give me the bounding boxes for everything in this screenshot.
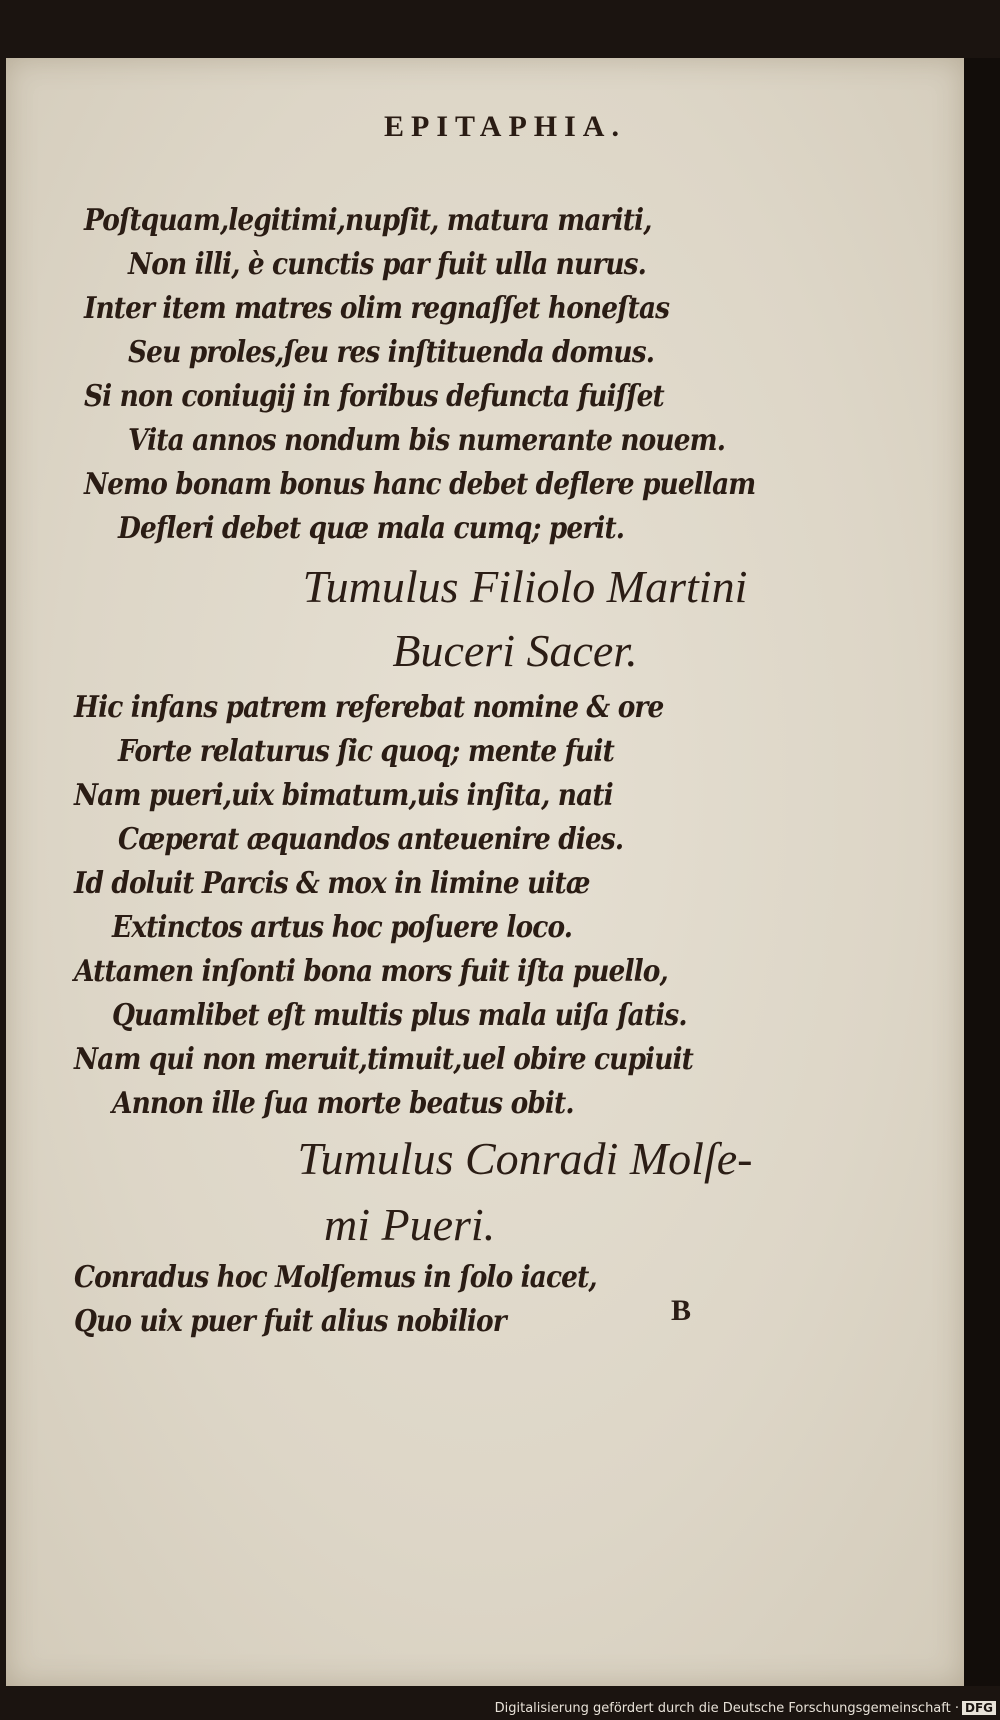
verse-line: Poſtquam,legitimi,nupſit, matura mariti, [84, 203, 652, 238]
book-page [6, 58, 964, 1686]
signature-mark: B [671, 1294, 692, 1327]
verse-line: Cœperat æquandos anteuenire dies. [118, 822, 624, 857]
verse-line: Extinctos artus hoc poſuere loco. [112, 910, 573, 945]
section-heading: Buceri Sacer. [392, 625, 638, 676]
verse-line: Non illi, è cunctis par fuit ulla nurus. [128, 247, 646, 282]
verse-line: Si non coniugij in foribus defuncta fuiſſet [84, 379, 664, 414]
verse-line: Nemo bonam bonus hanc debet deflere puellam [84, 467, 756, 502]
verse-line: Defleri debet quæ mala cumq; perit. [118, 511, 625, 546]
verse-line: Conradus hoc Molſemus in ſolo iacet, [74, 1260, 597, 1295]
verse-line: Forte relaturus ſic quoq; mente fuit [118, 734, 614, 769]
verse-line: Nam qui non meruit,timuit,uel obire cupiuit [74, 1042, 693, 1077]
running-head: EPITAPHIA. [384, 110, 626, 143]
verse-line: Attamen inſonti bona mors fuit iſta puello, [74, 954, 668, 989]
verse-line: Vita annos nondum bis numerante nouem. [128, 423, 726, 458]
section-heading: Tumulus Filiolo Martini [302, 561, 748, 612]
page-text [6, 58, 964, 1686]
verse-line: Nam pueri,uix bimatum,uis inſita, nati [74, 778, 613, 813]
section-heading: mi Pueri. [324, 1199, 496, 1250]
verse-line: Quamlibet eſt multis plus mala uiſa ſatis. [112, 998, 687, 1033]
dfg-logo: DFG [962, 1701, 996, 1715]
credit-text: Digitalisierung gefördert durch die Deutsche Forschungsgemeinschaft · [494, 1701, 959, 1716]
verse-line: Seu proles,ſeu res inſtituenda domus. [128, 335, 655, 370]
verse-line: Quo uix puer fuit alius nobilior [74, 1304, 506, 1339]
digitization-credit [495, 1701, 996, 1716]
verse-line: Id doluit Parcis & mox in limine uitæ [74, 866, 590, 901]
verse-line: Inter item matres olim regnaſſet honeſtas [84, 291, 670, 326]
section-heading: Tumulus Conradi Molſe- [297, 1133, 753, 1184]
verse-line: Annon ille ſua morte beatus obit. [112, 1086, 574, 1121]
page-edge [964, 58, 1000, 1686]
verse-line: Hic infans patrem referebat nomine & ore [74, 690, 664, 725]
